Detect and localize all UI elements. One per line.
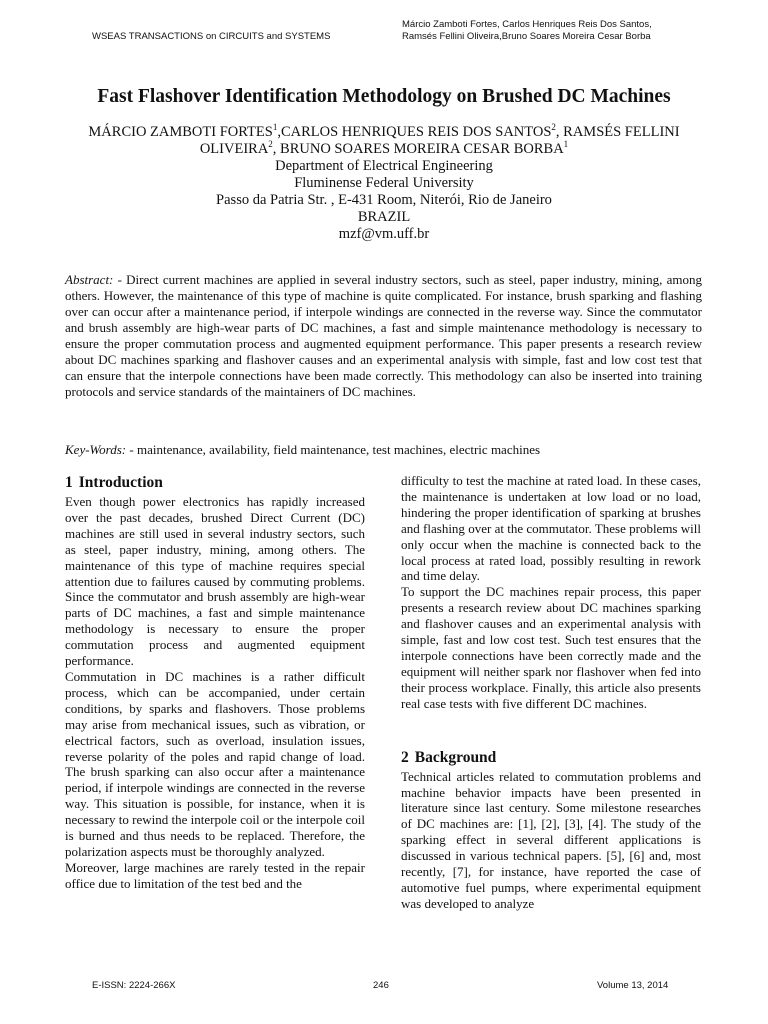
author-line-2 <box>40 141 728 158</box>
abstract <box>65 272 702 400</box>
footer-issn: E-ISSN: 2224-266X <box>92 980 176 991</box>
right-column <box>401 473 701 912</box>
abstract-label: Abstract: <box>65 272 114 287</box>
keywords <box>65 442 705 458</box>
section-background <box>401 749 701 912</box>
section-title: Background <box>414 748 497 766</box>
running-header-authors-line-2: Ramsés Fellini Oliveira,Bruno Soares Moreira Cesar Borba <box>402 31 651 42</box>
paragraph: Technical articles related to commutation problems and machine behavior impacts have been presented in literature since last century. Some milestone researches of DC machines are: [1], [2], [3], [4]. The study of the sparking effect in several different applications is discussed in various technical papers. [5], [6] and, most recently, [7], for instance, have reported the case of automotive fuel pumps, where experimental equipment was developed to analyze <box>401 768 701 911</box>
author-name: , BRUNO SOARES MOREIRA CESAR BORBA <box>272 141 564 157</box>
paragraph: Even though power electronics has rapidly increased over the past decades, brushed Direct Current (DC) machines are still used in several industry sectors, such as steel, paper industry, mining, among others. The maintenance of this type of machine requires special attention due to failures caused by commuting problems. Since the commutator and brush assembly are high-wear parts of DC machines, a fast and simple maintenance methodology is necessary to ensure the proper commutation process and augmented equipment performance. <box>65 494 365 669</box>
affiliation-mark: 1 <box>272 122 278 132</box>
paragraph: Moreover, large machines are rarely tested in the repair office due to limitation of the test bed and the <box>65 859 365 891</box>
author-line-1 <box>40 124 728 141</box>
page-number: 246 <box>373 980 389 991</box>
section-heading-introduction <box>65 474 365 492</box>
keywords-text: - maintenance, availability, field maintenance, test machines, electric machines <box>126 442 541 457</box>
running-header-authors <box>402 19 652 43</box>
running-header-authors-line-1: Márcio Zamboti Fortes, Carlos Henriques Reis Dos Santos, <box>402 19 652 30</box>
section-title: Introduction <box>78 474 163 491</box>
author-name: , RAMSÉS FELLINI <box>555 124 680 140</box>
abstract-text: - Direct current machines are applied in several industry sectors, such as steel, paper industry, mining, among others. However, the maintenance of this type of machine is quite complicated. For instance, brush sparking and flashing over can occur after a maintenance period, if interpole windings are connected in the reverse way. Since the commutator and brush assembly are high-wear parts of DC machines, a fast and simple maintenance methodology is necessary to ensure the proper commutation process and augmented equipment performance. This paper presents a research review about DC machines sparking and flashover causes and an experimental analysis with simple, fast and low cost test that can ensure that the interpole connections have been made correctly. This methodology can also be inserted into training protocols and service standards of the maintainers of DC machines. <box>65 272 702 399</box>
author-name: OLIVEIRA <box>199 141 269 157</box>
author-name: MÁRCIO ZAMBOTI FORTES <box>88 124 273 140</box>
section-heading-background <box>401 749 701 767</box>
section-number: 2 <box>401 748 409 766</box>
author-block <box>40 124 728 243</box>
author-email: mzf@vm.uff.br <box>338 226 430 242</box>
paragraph: Commutation in DC machines is a rather difficult process, which can be accompanied, under certain conditions, by sparks and flashovers. Those problems may arise from mechanical issues, such as vibration, or electrical factors, such as overload, insulation issues, reverse polarity of the poles and rapid change of load. The brush sparking can also occur after a maintenance period, if interpole windings are connected in the reverse way. This situation is possible, for instance, when it is necessary to rewind the interpole coil or the interpole coil is burned and thus needs to be replaced. Therefore, the polarization aspects must be thoroughly analyzed. <box>65 668 365 859</box>
affiliation-mark: 2 <box>268 139 273 149</box>
footer-volume: Volume 13, 2014 <box>597 980 669 991</box>
affiliation-department: Department of Electrical Engineering <box>275 158 493 174</box>
paragraph: difficulty to test the machine at rated load. In these cases, the maintenance is undertaken at low load or no load, hindering the proper identification of sparking at brushes and flashing over at the commutator. These problems will only occur when the machine is connected back to the local process at rated load, possibly resulting in rework and time delay. <box>401 473 701 584</box>
author-name: ,CARLOS HENRIQUES REIS DOS SANTOS <box>277 124 552 140</box>
affiliation-address: Passo da Patria Str. , E-431 Room, Niterói, Rio de Janeiro <box>216 192 552 208</box>
keywords-label: Key-Words: <box>65 442 127 457</box>
section-number: 1 <box>65 474 73 491</box>
paragraph: To support the DC machines repair process, this paper presents a research review about DC machines sparking and flashover causes and an experimental analysis with simple, fast and low cost test. Such test ensures that the interpole connections have been correctly made and the equipment will neither spark nor flashover when fed into their process workplace. Finally, this article also presents real case tests with five different DC machines. <box>401 584 701 711</box>
left-column <box>65 474 365 892</box>
running-header-journal: WSEAS TRANSACTIONS on CIRCUITS and SYSTEMS <box>92 31 331 42</box>
paper-title: Fast Flashover Identification Methodology on Brushed DC Machines <box>97 86 671 107</box>
affiliation-university: Fluminense Federal University <box>294 175 474 191</box>
affiliation-mark: 1 <box>563 139 569 149</box>
affiliation-mark: 2 <box>551 122 556 132</box>
affiliation-country: BRAZIL <box>357 209 411 225</box>
